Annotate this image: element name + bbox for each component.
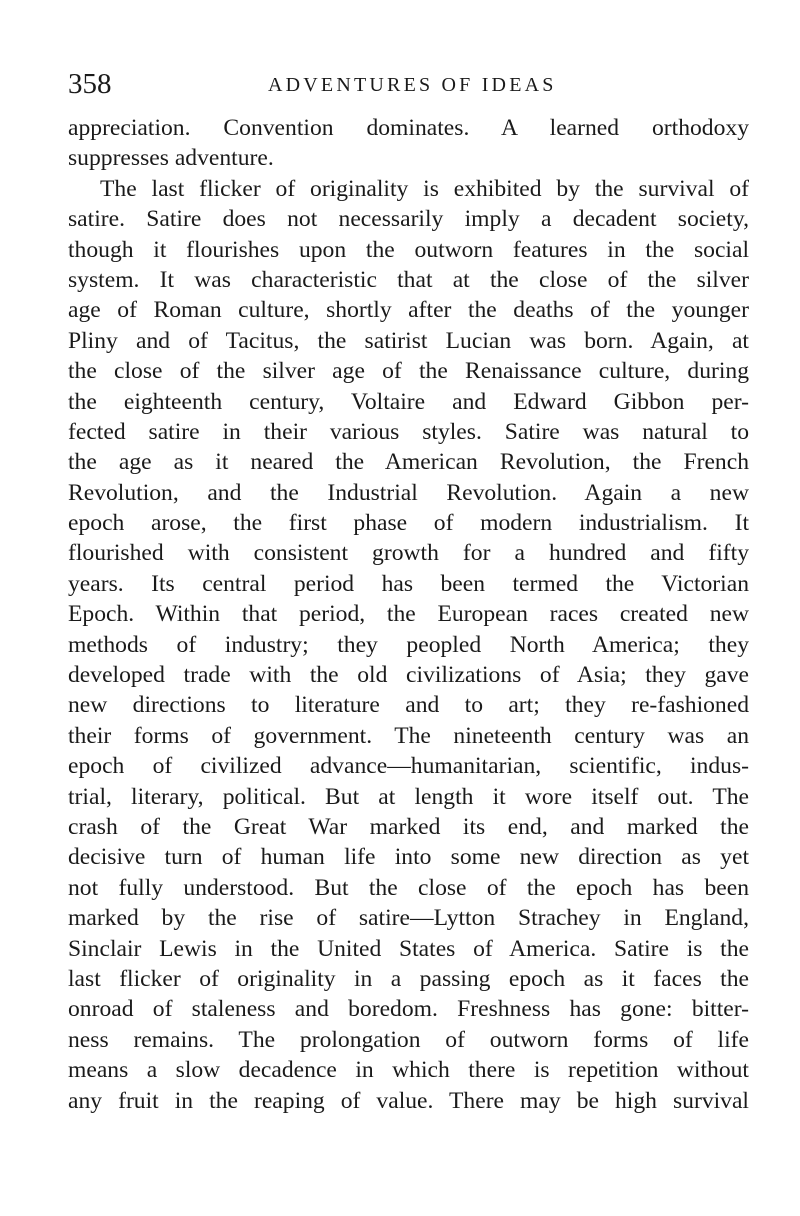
text-line: new directions to literature and to art; they re-fashioned	[68, 692, 749, 719]
running-head: ADVENTURES OF IDEAS	[268, 74, 557, 96]
text-line: onroad of staleness and boredom. Freshness has gone: bitter-	[68, 996, 749, 1023]
text-line: though it flourishes upon the outworn features in the social	[68, 236, 749, 263]
text-line: their forms of government. The nineteenth century was an	[68, 722, 749, 749]
text-line: the eighteenth century, Voltaire and Edward Gibbon per-	[68, 388, 749, 415]
text-line: marked by the rise of satire—Lytton Strachey in England,	[68, 905, 749, 932]
text-line: suppresses adventure.	[68, 145, 274, 172]
text-line: Pliny and of Tacitus, the satirist Lucian was born. Again, at	[68, 327, 749, 354]
text-line: methods of industry; they peopled North America; they	[68, 631, 749, 658]
text-line: epoch arose, the first phase of modern industrialism. It	[68, 510, 749, 537]
text-line: crash of the Great War marked its end, and marked the	[68, 813, 749, 840]
text-line: Revolution, and the Industrial Revolution. Again a new	[68, 479, 749, 506]
text-line: flourished with consistent growth for a hundred and fifty	[68, 540, 749, 567]
text-line: The last flicker of originality is exhibited by the survival of	[100, 175, 749, 202]
text-line: Sinclair Lewis in the United States of America. Satire is the	[68, 935, 749, 962]
page-number: 358	[68, 68, 112, 100]
text-line: Epoch. Within that period, the European races created new	[68, 601, 749, 628]
text-line: the close of the silver age of the Renaissance culture, during	[68, 358, 749, 385]
text-line: trial, literary, political. But at length it wore itself out. The	[68, 783, 749, 810]
text-line: fected satire in their various styles. Satire was natural to	[68, 418, 749, 445]
text-line: the age as it neared the American Revolution, the French	[68, 449, 749, 476]
body-text	[68, 113, 749, 1116]
text-line: not fully understood. But the close of the epoch has been	[68, 874, 749, 901]
text-line: developed trade with the old civilizations of Asia; they gave	[68, 662, 749, 689]
text-line: satire. Satire does not necessarily imply a decadent society,	[68, 206, 749, 233]
text-line: last flicker of originality in a passing epoch as it faces the	[68, 965, 749, 992]
text-line: system. It was characteristic that at the close of the silver	[68, 266, 749, 293]
text-line: any fruit in the reaping of value. There may be high survival	[68, 1087, 749, 1114]
text-line: decisive turn of human life into some new direction as yet	[68, 844, 749, 871]
text-line: ness remains. The prolongation of outworn forms of life	[68, 1026, 749, 1053]
text-line: epoch of civilized advance—humanitarian, scientific, indus-	[68, 753, 749, 780]
page-header	[68, 66, 740, 106]
text-line: appreciation. Convention dominates. A learned orthodoxy	[68, 115, 749, 141]
text-line: age of Roman culture, shortly after the deaths of the younger	[68, 297, 749, 324]
text-line: means a slow decadence in which there is repetition without	[68, 1057, 749, 1084]
text-line: years. Its central period has been termed the Victorian	[68, 570, 749, 597]
